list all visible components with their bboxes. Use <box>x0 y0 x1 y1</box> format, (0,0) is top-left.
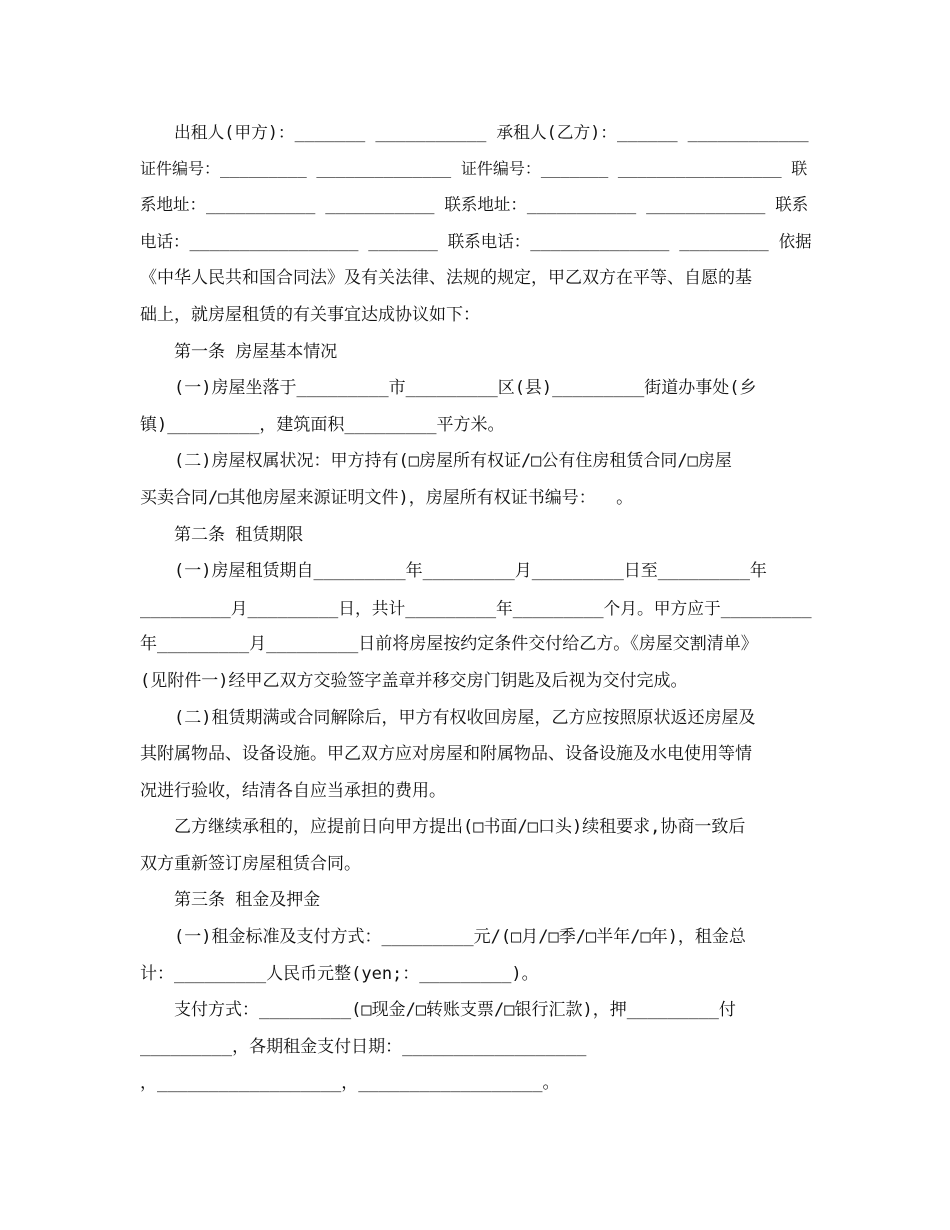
doc-line-rent-standard: (一)租金标准及支付方式：_________元/(□月/□季/□半年/□年)，租金总 <box>174 927 746 948</box>
doc-line-delivery-cont: (见附件一)经甲乙双方交验签字盖章并移交房门钥匙及后视为交付完成。 <box>140 670 688 691</box>
doc-line-lease-term-cont: _________月_________日，共计_________年_________个月。甲方应于_________ <box>140 597 812 618</box>
doc-line-agreement-intro: 础上，就房屋租赁的有关事宜达成协议如下： <box>140 304 480 325</box>
article-1-heading: 第一条 房屋基本情况 <box>174 341 338 362</box>
doc-line-area: 镇)_________，建筑面积_________平方米。 <box>140 414 505 435</box>
doc-line-addresses: 系地址：___________ ___________ 联系地址：___________ ____________ 联系 <box>140 195 809 215</box>
doc-line-id-numbers: 证件编号：_________ ______________ 证件编号：_______ _________________ 联 <box>140 158 808 178</box>
doc-line-delivery: 年_________月_________日前将房屋按约定条件交付给乙方。《房屋交割清单》 <box>140 634 758 655</box>
doc-line-phones: 电话：_________________ _______ 联系电话：______________ _________ 依据 <box>140 231 812 251</box>
doc-line-renewal-cont: 双方重新签订房屋租赁合同。 <box>140 853 361 874</box>
doc-line-ownership-cont: 买卖合同/□其他房屋来源证明文件)，房屋所有权证书编号： 。 <box>140 487 634 508</box>
doc-line-payment-method: 支付方式：_________(□现金/□转账支票/□银行汇款)，押_________付 <box>174 1000 736 1021</box>
doc-line-ownership: (二)房屋权属状况：甲方持有(□房屋所有权证/□公有住房租赁合同/□房屋 <box>174 451 732 472</box>
article-2-heading: 第二条 租赁期限 <box>174 524 304 545</box>
doc-line-legal-basis: 《中华人民共和国合同法》及有关法律、法规的规定，甲乙双方在平等、自愿的基 <box>140 268 752 289</box>
doc-line-renewal: 乙方继续承租的，应提前日向甲方提出(□书面/□口头)续租要求,协商一致后 <box>174 817 746 838</box>
doc-line-payment-dates-cont: ，__________________，__________________。 <box>140 1073 560 1094</box>
doc-line-expiry-end: 况进行验收，结清各自应当承担的费用。 <box>140 780 446 801</box>
doc-line-payment-dates: _________，各期租金支付日期：__________________ <box>140 1036 587 1057</box>
doc-line-lessor-lessee: 出租人(甲方)：_______ ___________ 承租人(乙方)：______ ____________ <box>174 122 809 142</box>
doc-line-expiry: (二)租赁期满或合同解除后，甲方有权收回房屋，乙方应按照原状返还房屋及 <box>174 707 756 728</box>
contract-page <box>140 114 812 1102</box>
article-3-heading: 第三条 租金及押金 <box>174 890 321 911</box>
doc-line-expiry-cont: 其附属物品、设备设施。甲乙双方应对房屋和附属物品、设备设施及水电使用等情 <box>140 744 752 765</box>
doc-line-rent-total: 计：_________人民币元整(yen;：_________)。 <box>140 963 539 984</box>
doc-line-lease-term: (一)房屋租赁期自_________年_________月_________日至_________年 <box>174 561 767 582</box>
doc-line-location: (一)房屋坐落于_________市_________区(县)_________街道办事处(乡 <box>174 378 757 399</box>
